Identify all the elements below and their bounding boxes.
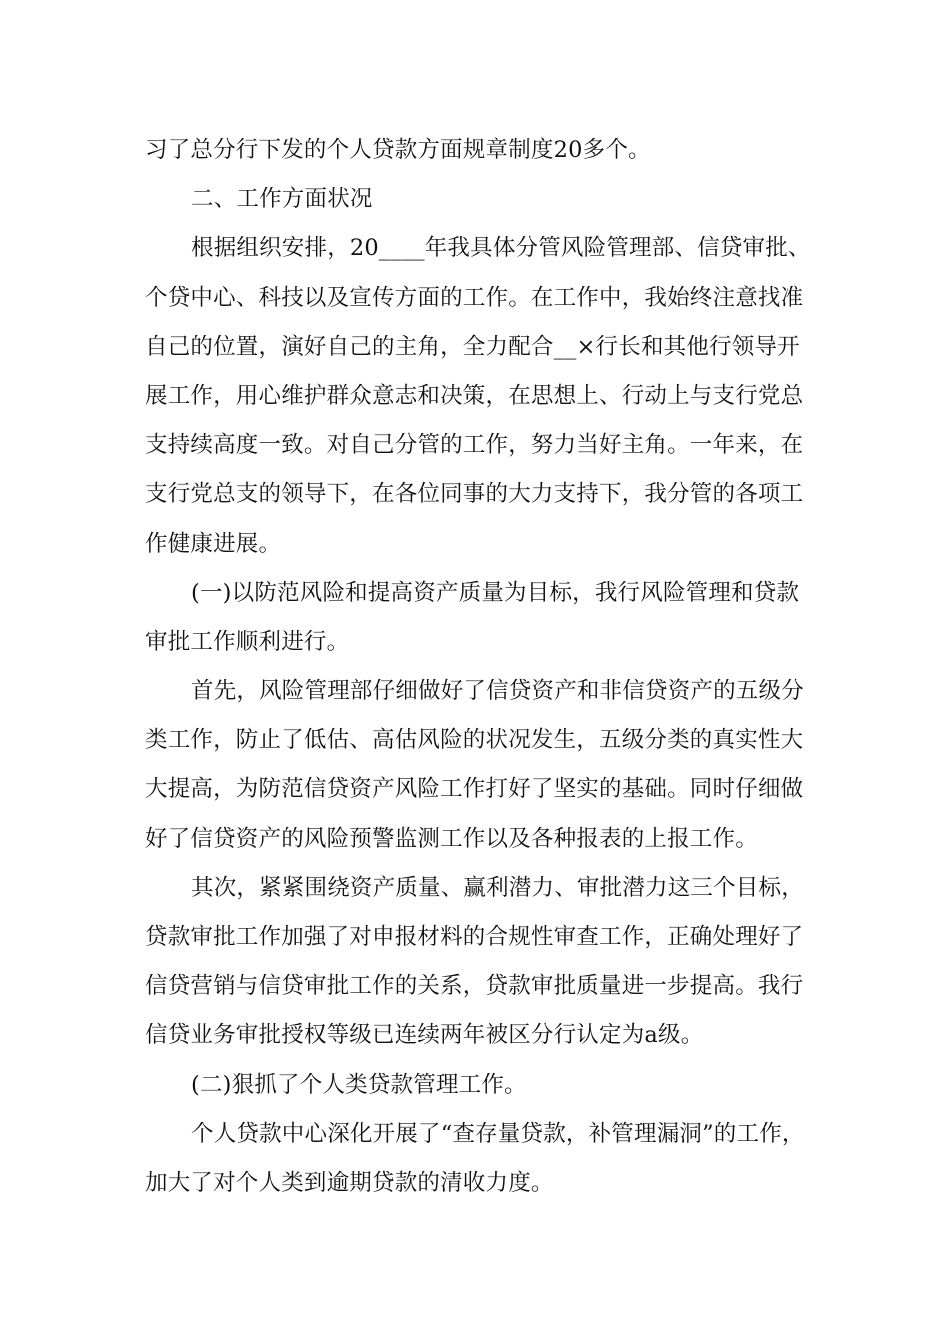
text-line: 个贷中心、科技以及宣传方面的工作。在工作中，我始终注意找准 (145, 284, 804, 311)
text-line: 个人贷款中心深化开展了“查存量贷款，补管理漏洞”的工作， (191, 1120, 805, 1147)
text-line: 作健康进展。 (145, 530, 282, 557)
text-line: 根据组织安排，20____年我具体分管风险管理部、信贷审批、 (191, 235, 811, 262)
text-line: 类工作，防止了低估、高估风险的状况发生，五级分类的真实性大 (145, 727, 804, 754)
text-line: 支行党总支的领导下，在各位同事的大力支持下，我分管的各项工 (145, 481, 804, 508)
text-line: 加大了对个人类到逾期贷款的清收力度。 (145, 1169, 554, 1196)
text-line: 首先，风险管理部仔细做好了信贷资产和非信贷资产的五级分 (191, 678, 804, 705)
text-line: 贷款审批工作加强了对申报材料的合规性审查工作，正确处理好了 (145, 924, 804, 950)
section-heading: 二、工作方面状况 (191, 186, 373, 213)
subsection-heading: (一)以防范风险和提高资产质量为目标，我行风险管理和贷款 (191, 579, 800, 606)
text-line: 展工作，用心维护群众意志和决策，在思想上、行动上与支行党总 (145, 382, 804, 409)
text-line: 其次，紧紧围绕资产质量、赢利潜力、审批潜力这三个目标， (191, 874, 804, 901)
text-line: 信贷营销与信贷审批工作的关系，贷款审批质量进一步提高。我行 (145, 973, 804, 1000)
text-line: 大提高，为防范信贷资产风险工作打好了坚实的基础。同时仔细做 (145, 776, 804, 803)
document-body (145, 126, 835, 1208)
text-line: 自己的位置，演好自己的主角，全力配合__×行长和其他行领导开 (145, 333, 800, 360)
text-line: 支持续高度一致。对自己分管的工作，努力当好主角。一年来，在 (145, 432, 804, 459)
text-line: 审批工作顺利进行。 (145, 628, 350, 655)
text-line: 信贷业务审批授权等级已连续两年被区分行认定为a级。 (145, 1022, 704, 1049)
subsection-heading: (二)狠抓了个人类贷款管理工作。 (191, 1071, 527, 1098)
text-line: 好了信贷资产的风险预警监测工作以及各种报表的上报工作。 (145, 825, 758, 852)
text-line: 习了总分行下发的个人贷款方面规章制度20多个。 (145, 137, 651, 163)
